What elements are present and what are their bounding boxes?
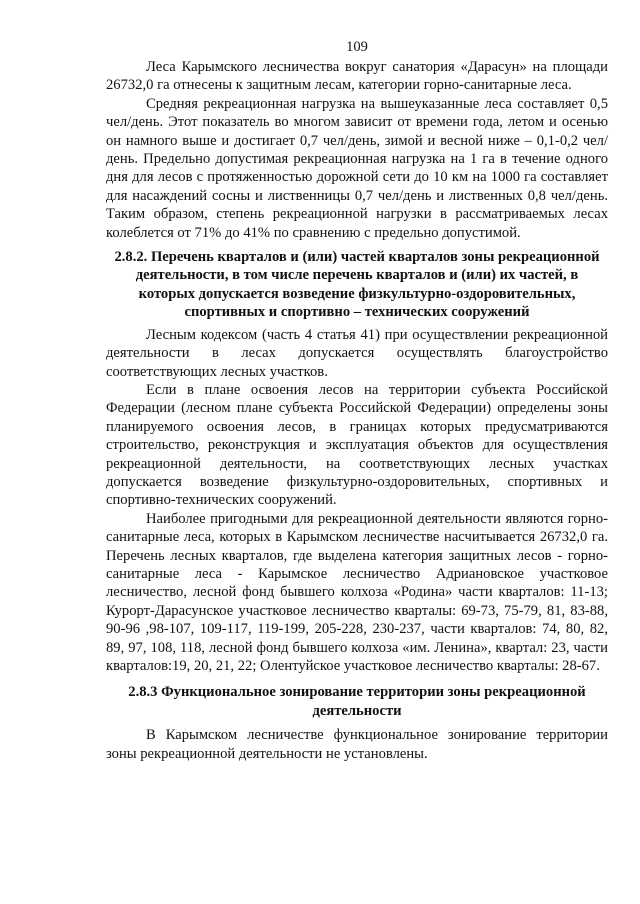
page-number: 109: [346, 39, 368, 55]
paragraph-suitable-forests: Наиболее пригодными для рекреационной деятельности являются горно-санитарные леса, которых в Карымском лесничестве насчитывается 26732,0 га. Перечень лесных кварталов, где выделена категория защитных лесов - горно-санитарные леса - Карымское лесничество Адриановское участковое лесничество, лесной фонд бывшего колхоза «Родина» части кварталов: 11-13; Курорт-Дарасунское участковое лесничество кварталы: 69-73, 75-79, 81, 83-88, 90-96 ,98-107, 109-117, 119-199, 205-228, 230-237, части кварталов: 74, 80, 82, 89, 97, 108, 118, лесной фонд бывшего колхоза «им. Ленина», квартал: 23, части кварталов:19, 20, 21, 22; Олентуйское участковое лесничество кварталы: 28-67.: [106, 510, 608, 674]
paragraph-zoning: В Карымском лесничестве функциональное зонирование территории зоны рекреационной деятельности не установлены.: [106, 727, 608, 762]
document-page: [106, 38, 608, 763]
paragraph-development-plan: Если в плане освоения лесов на территории субъекта Российской Федерации (лесном плане субъекта Российской Федерации) определены зоны планируемого освоения лесов, в границах которых предусматриваются строительство, реконструкция и эксплуатация объектов для осуществления рекреационной деятельности, на соответствующих лесных участках допускается возведение физкультурно-оздоровительных, спортивных и спортивно-технических сооружений.: [106, 381, 608, 509]
section-heading-2-8-2: 2.8.2. Перечень кварталов и (или) частей кварталов зоны рекреационной деятельности, в том числе перечень кварталов и (или) их частей, в которых допускается возведение физкультурно-оздоровительных, спортивных и спортивно – технических сооружений: [114, 249, 600, 321]
paragraph-forest-code: Лесным кодексом (часть 4 статья 41) при осуществлении рекреационной деятельности в лесах допускается осуществлять благоустройство соответствующих лесных участков.: [106, 326, 608, 380]
paragraph-recreational-load: Средняя рекреационная нагрузка на вышеуказанные леса составляет 0,5 чел/день. Этот показатель во многом зависит от времени года, летом и осенью он намного выше и достигает 0,7 чел/день, зимой и весной ниже – 0,1-0,2 чел/день. Предельно допустимая рекреационная нагрузка на 1 га в течение одного дня для лесов с протяженностью дорожной сети до 10 км на 1000 га составляет для насаждений сосны и лиственницы 0,7 чел/день и лиственных 0,8 чел/день. Таким образом, степень рекреационной нагрузки в рассматриваемых лесах колеблется от 71% до 41% по сравнению с предельно допустимой.: [106, 95, 608, 241]
section-heading-2-8-3: 2.8.3 Функциональное зонирование территории зоны рекреационной деятельности: [128, 684, 586, 719]
paragraph-protected-forests: Леса Карымского лесничества вокруг санатория «Дарасун» на площади 26732,0 га отнесены к защитным лесам, категории горно-санитарные леса.: [106, 59, 608, 94]
